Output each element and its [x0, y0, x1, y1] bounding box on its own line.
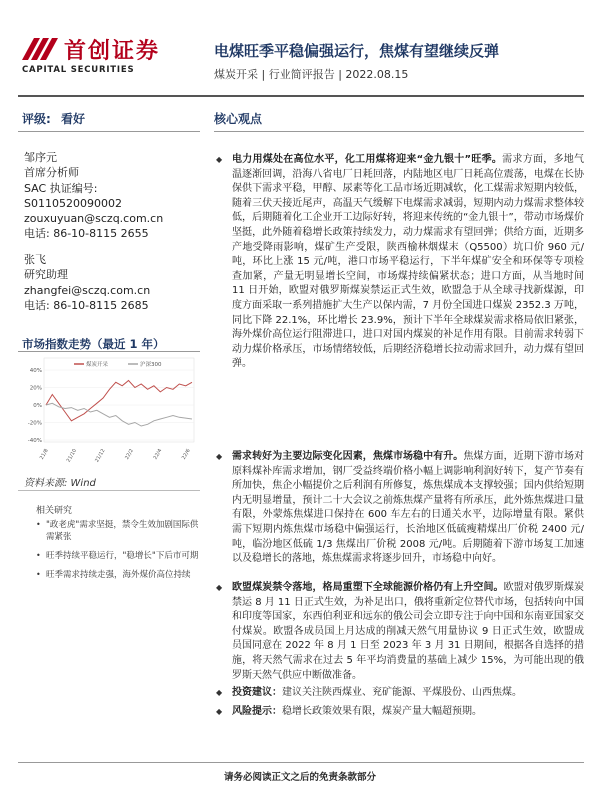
x-tick-label: 22/6 — [180, 448, 192, 461]
related-research-title: 相关研究 — [36, 506, 73, 516]
paragraph-body: 焦煤方面，近期下游市场对原料煤补库需求增加，钢厂受益终端价格小幅上调影响利润好转下，复产节奏有所加快，焦企小幅提价之后利润有所修复，炼焦煤成本支撑较强；国内供给短期内无明显增量，预计二十大会议之前炼焦煤产量将有所承压，此外炼焦煤进口量有限，外蒙炼焦煤进口保持在 600 车左右的日通关水平，边际增量有限。紧供需下短期内炼焦煤市场稳中偏强运行，长治地区低硫瘦精煤出厂价税 2400 元/吨，临汾地区低硫 1/3 焦煤出厂价税 2008 元/吨。后期随着下游市场复工加速以及稳增长的落地，炼焦煤需求将逐步回升，市场稳中向好。 — [232, 451, 585, 565]
core-paragraph — [220, 705, 482, 720]
footer-disclaimer: 请务必阅读正文之后的免责条款部分 — [223, 772, 376, 783]
header-divider — [18, 95, 584, 97]
report-title: 电煤旺季平稳偏强运行，焦煤有望继续反弹 — [214, 42, 500, 60]
index-divider — [18, 351, 200, 352]
analyst-email[interactable]: zouxuyuan@sczq.com.cn — [24, 212, 164, 226]
analyst-phone: 电话: 86-10-8115 2655 — [24, 227, 149, 241]
analyst-name: 邹序元 — [24, 151, 57, 164]
paragraph-lead: 风险提示： — [232, 706, 282, 717]
core-paragraph — [220, 450, 584, 567]
logo-english-name: CAPITAL SECURITIES — [22, 65, 135, 75]
y-tick-label: 40% — [29, 368, 42, 374]
source-divider — [18, 490, 200, 491]
y-tick-label: 20% — [29, 385, 42, 392]
x-tick-label: 22/2 — [124, 448, 135, 461]
x-tick-label: 21/8 — [38, 448, 50, 461]
analyst-card — [24, 150, 163, 242]
analyst-role: 首席分析师 — [24, 166, 79, 180]
related-research-item[interactable]: • 旺季需求持续走强，海外煤价高位持续 — [36, 569, 202, 581]
analyst-cert: S0110520090002 — [24, 196, 122, 210]
paragraph-body: 建议关注陕西煤业、兖矿能源、平煤股份、山西焦煤。 — [282, 687, 522, 698]
core-paragraph — [220, 581, 584, 683]
capital-securities-logo-icon — [20, 36, 60, 62]
paragraph-body: 欧盟对俄罗斯煤炭禁运 8 月 11 日正式生效，为补足出口，俄将重新定位替代市场，包括转向中国和印度等国家，东西伯利亚和远东的俄公司会立即专注于向中国和东南亚国家交付煤炭。欧盟各成员国上月达成的削减天然气用量协议 9 日正式生效，欧盟成员国同意在 2022 年 8 月 1 日至 2023 年 3 月 31 日期间，根据各自选择的措施，将天然气需求在过去 5 年平均消费量的基础上减少 15%，为可能出现的俄罗斯天然气供应中断做准备。 — [232, 582, 585, 681]
x-tick-label: 21/10 — [65, 448, 79, 464]
paragraph-lead: 需求转好为主要边际变化因素，焦煤市场稳中有升。 — [232, 451, 464, 462]
rating — [22, 110, 91, 127]
left-divider — [18, 131, 200, 132]
legend-label: 煤炭开采 — [86, 362, 109, 368]
related-research-list — [36, 519, 202, 588]
x-tick-label: 21/12 — [94, 448, 107, 464]
y-tick-label: 0% — [33, 403, 42, 409]
index-chart-title: 市场指数走势（最近 1 年） — [22, 337, 165, 351]
paragraph-body: 需求方面，多地气温逐渐回调，沿海八省电厂日耗回落，内陆地区电厂日耗高位震荡，电煤在长协保供下需求平稳，甲醇、尿素等化工品市场近期减软，化工煤需求短期内较低，随着三伏天接近尾声，高温天气缓解下电煤需求减弱，短期内动力煤需求整体较低，后期随着化工企业开工边际好转，将迎来传统的“金九银十”，带动市场煤价坚挺，此外随着稳增长政策持续发力，动力煤需求有望回弹；供给方面，近期多产地受降雨影响，煤矿生产受限，陕西榆林烟煤末（Q5500）坑口价 960 元/吨，环比上涨 15 元/吨，港口市场平稳运行，下半年煤矿安全和环保等专项检查加紧，产量无明显增长空间，市场煤持续偏紧状态；进口方面，从当地时间 11 日开始，欧盟对俄罗斯煤炭禁运正式生效，欧盟急于从全球寻找新煤源，印度方面采取一系列措施扩大生产以保内需，7 月份全国进口煤炭 2352.3 万吨，同比下降 22.1%，环比增长 23.9%，预计下半年全球煤炭需求格局依旧紧张，海外煤价高位运行阻滞进口，进口对国内煤炭的补足作用有限。目前需求转弱下动力煤价格承压，市场情绪较低，后期经济稳增长拉动需求回升，动力煤有望回弹。 — [232, 154, 584, 370]
y-tick-label: -20% — [27, 420, 42, 427]
rating-label: 评级: — [22, 112, 51, 126]
company-logo — [20, 34, 200, 80]
paragraph-lead: 电力用煤处在高位水平，化工用煤将迎来“金九银十”旺季。 — [232, 154, 503, 165]
related-research-item[interactable]: • 旺季持续平稳运行，"稳增长"下后市可期 — [36, 550, 202, 562]
index-trend-chart — [22, 354, 200, 464]
analyst-name: 张飞 — [24, 253, 46, 266]
paragraph-lead: 欧盟煤炭禁令落地，格局重塑下全球能源价格仍有上升空间。 — [232, 582, 504, 593]
analyst-role: 研究助理 — [24, 268, 68, 282]
x-tick-label: 22/4 — [152, 448, 164, 461]
analyst-email[interactable]: zhangfei@sczq.com.cn — [24, 283, 151, 297]
paragraph-body: 稳增长政策效果有限，煤炭产量大幅超预期。 — [282, 706, 482, 717]
y-tick-label: -40% — [27, 438, 42, 444]
core-paragraph — [220, 153, 584, 372]
related-research-item[interactable]: • "政老虎"需求坚挺，禁令生效加剧国际供需紧张 — [36, 519, 202, 543]
core-paragraph — [220, 686, 522, 701]
paragraph-lead: 投资建议： — [232, 687, 282, 698]
footer-divider — [18, 762, 584, 763]
analyst-cert-label: SAC 执证编号: — [24, 181, 98, 195]
report-subtitle: 煤炭开采 | 行业简评报告 | 2022.08.15 — [214, 68, 409, 81]
logo-chinese-name: 首创证券 — [64, 39, 161, 64]
core-divider — [214, 131, 584, 132]
core-views-title: 核心观点 — [214, 112, 263, 126]
legend-label: 沪深300 — [140, 362, 162, 368]
analyst-phone: 电话: 86-10-8115 2685 — [24, 298, 149, 312]
chart-source: 资料来源: Wind — [24, 478, 96, 489]
rating-value: 看好 — [61, 112, 86, 126]
analyst-card — [24, 252, 150, 313]
chart-plot-area — [44, 358, 194, 442]
